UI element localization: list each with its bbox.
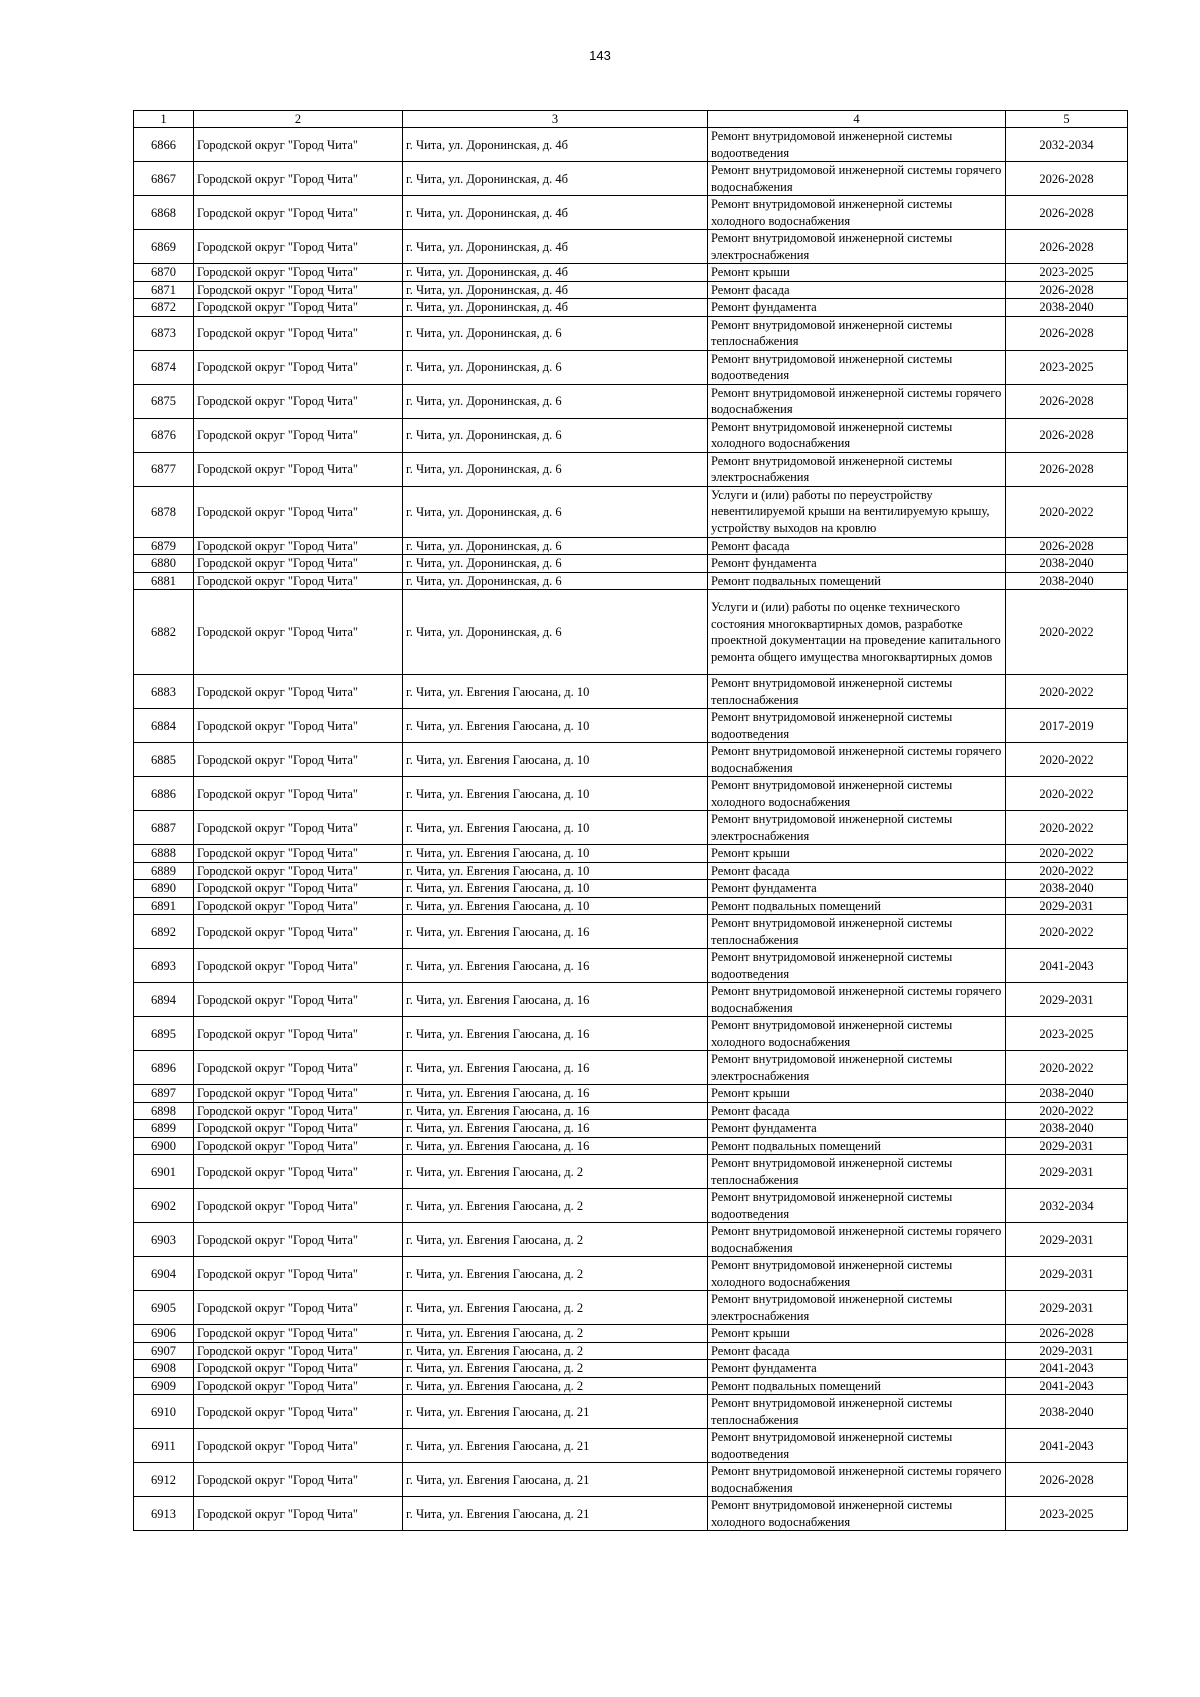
row-number-cell: 6887 — [134, 811, 194, 845]
work-type-cell: Ремонт внутридомовой инженерной системы горячего водоснабжения — [708, 743, 1006, 777]
period-cell: 2020-2022 — [1006, 486, 1128, 537]
address-cell: г. Чита, ул. Евгения Гаюсана, д. 16 — [403, 1051, 708, 1085]
municipality-cell: Городской округ "Город Чита" — [194, 1377, 403, 1395]
period-cell: 2026-2028 — [1006, 537, 1128, 555]
municipality-cell: Городской округ "Город Чита" — [194, 983, 403, 1017]
municipality-cell: Городской округ "Город Чита" — [194, 1051, 403, 1085]
row-number-cell: 6910 — [134, 1395, 194, 1429]
address-cell: г. Чита, ул. Евгения Гаюсана, д. 16 — [403, 1102, 708, 1120]
table-row — [134, 1137, 1128, 1155]
period-cell: 2026-2028 — [1006, 1463, 1128, 1497]
municipality-cell: Городской округ "Город Чита" — [194, 1137, 403, 1155]
municipality-cell: Городской округ "Город Чита" — [194, 162, 403, 196]
address-cell: г. Чита, ул. Евгения Гаюсана, д. 16 — [403, 1085, 708, 1103]
address-cell: г. Чита, ул. Евгения Гаюсана, д. 2 — [403, 1342, 708, 1360]
row-number-cell: 6908 — [134, 1360, 194, 1378]
address-cell: г. Чита, ул. Евгения Гаюсана, д. 10 — [403, 675, 708, 709]
table-row — [134, 1463, 1128, 1497]
address-cell: г. Чита, ул. Евгения Гаюсана, д. 10 — [403, 897, 708, 915]
row-number-cell: 6879 — [134, 537, 194, 555]
work-type-cell: Ремонт внутридомовой инженерной системы холодного водоснабжения — [708, 1257, 1006, 1291]
row-number-cell: 6889 — [134, 862, 194, 880]
work-type-cell: Ремонт внутридомовой инженерной системы холодного водоснабжения — [708, 1017, 1006, 1051]
work-type-cell: Ремонт фасада — [708, 281, 1006, 299]
table-row — [134, 1120, 1128, 1138]
table-row — [134, 264, 1128, 282]
work-type-cell: Ремонт внутридомовой инженерной системы теплоснабжения — [708, 316, 1006, 350]
row-number-cell: 6877 — [134, 452, 194, 486]
work-type-cell: Ремонт внутридомовой инженерной системы холодного водоснабжения — [708, 196, 1006, 230]
period-cell: 2017-2019 — [1006, 709, 1128, 743]
address-cell: г. Чита, ул. Доронинская, д. 6 — [403, 452, 708, 486]
table-row — [134, 1102, 1128, 1120]
municipality-cell: Городской округ "Город Чита" — [194, 1120, 403, 1138]
table-row — [134, 1377, 1128, 1395]
works-table — [133, 110, 1128, 1531]
work-type-cell: Ремонт подвальных помещений — [708, 572, 1006, 590]
address-cell: г. Чита, ул. Доронинская, д. 6 — [403, 486, 708, 537]
table-row — [134, 709, 1128, 743]
municipality-cell: Городской округ "Город Чита" — [194, 1017, 403, 1051]
address-cell: г. Чита, ул. Евгения Гаюсана, д. 10 — [403, 709, 708, 743]
work-type-cell: Ремонт фундамента — [708, 555, 1006, 573]
table-row — [134, 1051, 1128, 1085]
table-row — [134, 486, 1128, 537]
period-cell: 2026-2028 — [1006, 230, 1128, 264]
address-cell: г. Чита, ул. Евгения Гаюсана, д. 16 — [403, 983, 708, 1017]
address-cell: г. Чита, ул. Евгения Гаюсана, д. 16 — [403, 915, 708, 949]
municipality-cell: Городской округ "Город Чита" — [194, 1291, 403, 1325]
period-cell: 2038-2040 — [1006, 1395, 1128, 1429]
address-cell: г. Чита, ул. Доронинская, д. 4б — [403, 162, 708, 196]
period-cell: 2029-2031 — [1006, 1342, 1128, 1360]
address-cell: г. Чита, ул. Евгения Гаюсана, д. 10 — [403, 743, 708, 777]
row-number-cell: 6897 — [134, 1085, 194, 1103]
address-cell: г. Чита, ул. Евгения Гаюсана, д. 21 — [403, 1395, 708, 1429]
period-cell: 2026-2028 — [1006, 384, 1128, 418]
municipality-cell: Городской округ "Город Чита" — [194, 590, 403, 675]
row-number-cell: 6886 — [134, 777, 194, 811]
work-type-cell: Ремонт внутридомовой инженерной системы холодного водоснабжения — [708, 1497, 1006, 1531]
period-cell: 2029-2031 — [1006, 1137, 1128, 1155]
row-number-cell: 6901 — [134, 1155, 194, 1189]
row-number-cell: 6874 — [134, 350, 194, 384]
table-row — [134, 675, 1128, 709]
municipality-cell: Городской округ "Город Чита" — [194, 1497, 403, 1531]
table-row — [134, 983, 1128, 1017]
municipality-cell: Городской округ "Город Чита" — [194, 1102, 403, 1120]
work-type-cell: Ремонт крыши — [708, 264, 1006, 282]
address-cell: г. Чита, ул. Доронинская, д. 6 — [403, 572, 708, 590]
row-number-cell: 6885 — [134, 743, 194, 777]
work-type-cell: Ремонт подвальных помещений — [708, 1137, 1006, 1155]
table-row — [134, 1189, 1128, 1223]
work-type-cell: Ремонт внутридомовой инженерной системы электроснабжения — [708, 452, 1006, 486]
address-cell: г. Чита, ул. Доронинская, д. 6 — [403, 537, 708, 555]
table-header-row — [134, 111, 1128, 128]
municipality-cell: Городской округ "Город Чита" — [194, 555, 403, 573]
period-cell: 2038-2040 — [1006, 1085, 1128, 1103]
municipality-cell: Городской округ "Город Чита" — [194, 1395, 403, 1429]
row-number-cell: 6872 — [134, 299, 194, 317]
row-number-cell: 6884 — [134, 709, 194, 743]
row-number-cell: 6896 — [134, 1051, 194, 1085]
address-cell: г. Чита, ул. Доронинская, д. 6 — [403, 555, 708, 573]
period-cell: 2038-2040 — [1006, 299, 1128, 317]
page-number: 143 — [589, 48, 611, 63]
row-number-cell: 6906 — [134, 1325, 194, 1343]
table-row — [134, 1497, 1128, 1531]
address-cell: г. Чита, ул. Евгения Гаюсана, д. 2 — [403, 1257, 708, 1291]
municipality-cell: Городской округ "Город Чита" — [194, 1223, 403, 1257]
period-cell: 2029-2031 — [1006, 1155, 1128, 1189]
address-cell: г. Чита, ул. Доронинская, д. 6 — [403, 418, 708, 452]
address-cell: г. Чита, ул. Евгения Гаюсана, д. 2 — [403, 1189, 708, 1223]
work-type-cell: Ремонт внутридомовой инженерной системы электроснабжения — [708, 811, 1006, 845]
row-number-cell: 6883 — [134, 675, 194, 709]
municipality-cell: Городской округ "Город Чита" — [194, 230, 403, 264]
table-row — [134, 196, 1128, 230]
row-number-cell: 6871 — [134, 281, 194, 299]
address-cell: г. Чита, ул. Доронинская, д. 6 — [403, 316, 708, 350]
period-cell: 2026-2028 — [1006, 316, 1128, 350]
municipality-cell: Городской округ "Город Чита" — [194, 915, 403, 949]
row-number-cell: 6868 — [134, 196, 194, 230]
address-cell: г. Чита, ул. Евгения Гаюсана, д. 16 — [403, 1017, 708, 1051]
address-cell: г. Чита, ул. Евгения Гаюсана, д. 10 — [403, 811, 708, 845]
period-cell: 2029-2031 — [1006, 897, 1128, 915]
address-cell: г. Чита, ул. Евгения Гаюсана, д. 10 — [403, 880, 708, 898]
table-row — [134, 1257, 1128, 1291]
row-number-cell: 6912 — [134, 1463, 194, 1497]
municipality-cell: Городской округ "Город Чита" — [194, 1360, 403, 1378]
table-row — [134, 316, 1128, 350]
row-number-cell: 6891 — [134, 897, 194, 915]
table-row — [134, 1342, 1128, 1360]
work-type-cell: Ремонт внутридомовой инженерной системы холодного водоснабжения — [708, 418, 1006, 452]
period-cell: 2041-2043 — [1006, 1429, 1128, 1463]
table-row — [134, 537, 1128, 555]
period-cell: 2041-2043 — [1006, 949, 1128, 983]
work-type-cell: Ремонт внутридомовой инженерной системы водоотведения — [708, 1189, 1006, 1223]
table-row — [134, 128, 1128, 162]
table-row — [134, 1429, 1128, 1463]
period-cell: 2029-2031 — [1006, 983, 1128, 1017]
column-header: 4 — [708, 111, 1006, 128]
municipality-cell: Городской округ "Город Чита" — [194, 1342, 403, 1360]
municipality-cell: Городской округ "Город Чита" — [194, 316, 403, 350]
work-type-cell: Услуги и (или) работы по оценке технического состояния многоквартирных домов, разработке проектной документации на проведение капитального ремонта общего имущества многоквартирных домов — [708, 590, 1006, 675]
period-cell: 2029-2031 — [1006, 1257, 1128, 1291]
row-number-cell: 6904 — [134, 1257, 194, 1291]
work-type-cell: Ремонт внутридомовой инженерной системы горячего водоснабжения — [708, 1223, 1006, 1257]
work-type-cell: Ремонт фундамента — [708, 1360, 1006, 1378]
row-number-cell: 6911 — [134, 1429, 194, 1463]
period-cell: 2020-2022 — [1006, 862, 1128, 880]
row-number-cell: 6882 — [134, 590, 194, 675]
period-cell: 2020-2022 — [1006, 1051, 1128, 1085]
work-type-cell: Ремонт внутридомовой инженерной системы теплоснабжения — [708, 1395, 1006, 1429]
municipality-cell: Городской округ "Город Чита" — [194, 384, 403, 418]
period-cell: 2041-2043 — [1006, 1377, 1128, 1395]
work-type-cell: Ремонт внутридомовой инженерной системы холодного водоснабжения — [708, 777, 1006, 811]
municipality-cell: Городской округ "Город Чита" — [194, 1429, 403, 1463]
period-cell: 2026-2028 — [1006, 418, 1128, 452]
period-cell: 2023-2025 — [1006, 1017, 1128, 1051]
address-cell: г. Чита, ул. Доронинская, д. 4б — [403, 128, 708, 162]
table-row — [134, 590, 1128, 675]
table-row — [134, 572, 1128, 590]
municipality-cell: Городской округ "Город Чита" — [194, 572, 403, 590]
table-row — [134, 299, 1128, 317]
row-number-cell: 6890 — [134, 880, 194, 898]
table-row — [134, 949, 1128, 983]
municipality-cell: Городской округ "Город Чита" — [194, 281, 403, 299]
table-row — [134, 452, 1128, 486]
work-type-cell: Ремонт внутридомовой инженерной системы теплоснабжения — [708, 1155, 1006, 1189]
municipality-cell: Городской округ "Город Чита" — [194, 675, 403, 709]
period-cell: 2020-2022 — [1006, 845, 1128, 863]
municipality-cell: Городской округ "Город Чита" — [194, 1189, 403, 1223]
period-cell: 2026-2028 — [1006, 162, 1128, 196]
period-cell: 2026-2028 — [1006, 196, 1128, 230]
table-row — [134, 1291, 1128, 1325]
period-cell: 2038-2040 — [1006, 555, 1128, 573]
row-number-cell: 6870 — [134, 264, 194, 282]
work-type-cell: Ремонт внутридомовой инженерной системы горячего водоснабжения — [708, 983, 1006, 1017]
work-type-cell: Ремонт внутридомовой инженерной системы горячего водоснабжения — [708, 384, 1006, 418]
table-row — [134, 1223, 1128, 1257]
work-type-cell: Ремонт внутридомовой инженерной системы электроснабжения — [708, 1051, 1006, 1085]
work-type-cell: Ремонт внутридомовой инженерной системы горячего водоснабжения — [708, 162, 1006, 196]
row-number-cell: 6902 — [134, 1189, 194, 1223]
work-type-cell: Ремонт внутридомовой инженерной системы теплоснабжения — [708, 915, 1006, 949]
address-cell: г. Чита, ул. Евгения Гаюсана, д. 2 — [403, 1291, 708, 1325]
table-row — [134, 418, 1128, 452]
row-number-cell: 6873 — [134, 316, 194, 350]
municipality-cell: Городской округ "Город Чита" — [194, 418, 403, 452]
table-row — [134, 811, 1128, 845]
municipality-cell: Городской округ "Город Чита" — [194, 128, 403, 162]
period-cell: 2038-2040 — [1006, 572, 1128, 590]
address-cell: г. Чита, ул. Доронинская, д. 4б — [403, 264, 708, 282]
row-number-cell: 6913 — [134, 1497, 194, 1531]
row-number-cell: 6893 — [134, 949, 194, 983]
work-type-cell: Ремонт подвальных помещений — [708, 1377, 1006, 1395]
work-type-cell: Ремонт внутридомовой инженерной системы водоотведения — [708, 1429, 1006, 1463]
address-cell: г. Чита, ул. Евгения Гаюсана, д. 16 — [403, 1137, 708, 1155]
address-cell: г. Чита, ул. Евгения Гаюсана, д. 2 — [403, 1325, 708, 1343]
period-cell: 2032-2034 — [1006, 128, 1128, 162]
period-cell: 2023-2025 — [1006, 264, 1128, 282]
address-cell: г. Чита, ул. Евгения Гаюсана, д. 21 — [403, 1497, 708, 1531]
period-cell: 2020-2022 — [1006, 1102, 1128, 1120]
table-row — [134, 1017, 1128, 1051]
row-number-cell: 6892 — [134, 915, 194, 949]
municipality-cell: Городской округ "Город Чита" — [194, 1085, 403, 1103]
municipality-cell: Городской округ "Город Чита" — [194, 452, 403, 486]
municipality-cell: Городской округ "Город Чита" — [194, 897, 403, 915]
row-number-cell: 6907 — [134, 1342, 194, 1360]
municipality-cell: Городской округ "Город Чита" — [194, 1257, 403, 1291]
municipality-cell: Городской округ "Город Чита" — [194, 264, 403, 282]
table-row — [134, 915, 1128, 949]
work-type-cell: Ремонт фасада — [708, 1342, 1006, 1360]
municipality-cell: Городской округ "Город Чита" — [194, 1463, 403, 1497]
table-row — [134, 845, 1128, 863]
period-cell: 2041-2043 — [1006, 1360, 1128, 1378]
row-number-cell: 6899 — [134, 1120, 194, 1138]
address-cell: г. Чита, ул. Евгения Гаюсана, д. 10 — [403, 777, 708, 811]
period-cell: 2029-2031 — [1006, 1223, 1128, 1257]
table-row — [134, 1155, 1128, 1189]
period-cell: 2038-2040 — [1006, 1120, 1128, 1138]
period-cell: 2026-2028 — [1006, 452, 1128, 486]
period-cell: 2023-2025 — [1006, 1497, 1128, 1531]
address-cell: г. Чита, ул. Евгения Гаюсана, д. 2 — [403, 1155, 708, 1189]
municipality-cell: Городской округ "Город Чита" — [194, 537, 403, 555]
period-cell: 2020-2022 — [1006, 777, 1128, 811]
municipality-cell: Городской округ "Город Чита" — [194, 196, 403, 230]
column-header: 3 — [403, 111, 708, 128]
period-cell: 2038-2040 — [1006, 880, 1128, 898]
table-row — [134, 162, 1128, 196]
municipality-cell: Городской округ "Город Чита" — [194, 299, 403, 317]
period-cell: 2026-2028 — [1006, 281, 1128, 299]
municipality-cell: Городской округ "Город Чита" — [194, 777, 403, 811]
work-type-cell: Ремонт фундамента — [708, 1120, 1006, 1138]
table-row — [134, 1360, 1128, 1378]
row-number-cell: 6898 — [134, 1102, 194, 1120]
table-row — [134, 897, 1128, 915]
address-cell: г. Чита, ул. Евгения Гаюсана, д. 21 — [403, 1429, 708, 1463]
work-type-cell: Ремонт внутридомовой инженерной системы электроснабжения — [708, 230, 1006, 264]
row-number-cell: 6900 — [134, 1137, 194, 1155]
address-cell: г. Чита, ул. Евгения Гаюсана, д. 10 — [403, 862, 708, 880]
period-cell: 2029-2031 — [1006, 1291, 1128, 1325]
work-type-cell: Ремонт крыши — [708, 1085, 1006, 1103]
address-cell: г. Чита, ул. Доронинская, д. 4б — [403, 281, 708, 299]
row-number-cell: 6866 — [134, 128, 194, 162]
municipality-cell: Городской округ "Город Чита" — [194, 880, 403, 898]
row-number-cell: 6903 — [134, 1223, 194, 1257]
work-type-cell: Ремонт фундамента — [708, 880, 1006, 898]
work-type-cell: Ремонт внутридомовой инженерной системы горячего водоснабжения — [708, 1463, 1006, 1497]
row-number-cell: 6881 — [134, 572, 194, 590]
work-type-cell: Ремонт фундамента — [708, 299, 1006, 317]
table-row — [134, 777, 1128, 811]
row-number-cell: 6894 — [134, 983, 194, 1017]
work-type-cell: Ремонт внутридомовой инженерной системы теплоснабжения — [708, 675, 1006, 709]
municipality-cell: Городской округ "Город Чита" — [194, 486, 403, 537]
period-cell: 2020-2022 — [1006, 915, 1128, 949]
address-cell: г. Чита, ул. Доронинская, д. 6 — [403, 384, 708, 418]
municipality-cell: Городской округ "Город Чита" — [194, 949, 403, 983]
work-type-cell: Ремонт фасада — [708, 537, 1006, 555]
address-cell: г. Чита, ул. Доронинская, д. 4б — [403, 230, 708, 264]
municipality-cell: Городской округ "Город Чита" — [194, 1155, 403, 1189]
table-row — [134, 1325, 1128, 1343]
period-cell: 2026-2028 — [1006, 1325, 1128, 1343]
municipality-cell: Городской округ "Город Чита" — [194, 862, 403, 880]
table-row — [134, 281, 1128, 299]
column-header: 2 — [194, 111, 403, 128]
period-cell: 2020-2022 — [1006, 590, 1128, 675]
address-cell: г. Чита, ул. Доронинская, д. 6 — [403, 350, 708, 384]
work-type-cell: Ремонт крыши — [708, 1325, 1006, 1343]
address-cell: г. Чита, ул. Евгения Гаюсана, д. 21 — [403, 1463, 708, 1497]
table-row — [134, 743, 1128, 777]
period-cell: 2023-2025 — [1006, 350, 1128, 384]
row-number-cell: 6880 — [134, 555, 194, 573]
work-type-cell: Ремонт фасада — [708, 1102, 1006, 1120]
table-body — [134, 128, 1128, 1531]
row-number-cell: 6875 — [134, 384, 194, 418]
table-row — [134, 862, 1128, 880]
row-number-cell: 6909 — [134, 1377, 194, 1395]
row-number-cell: 6876 — [134, 418, 194, 452]
address-cell: г. Чита, ул. Доронинская, д. 4б — [403, 196, 708, 230]
municipality-cell: Городской округ "Город Чита" — [194, 811, 403, 845]
work-type-cell: Ремонт внутридомовой инженерной системы водоотведения — [708, 949, 1006, 983]
row-number-cell: 6867 — [134, 162, 194, 196]
work-type-cell: Ремонт внутридомовой инженерной системы электроснабжения — [708, 1291, 1006, 1325]
work-type-cell: Ремонт крыши — [708, 845, 1006, 863]
address-cell: г. Чита, ул. Евгения Гаюсана, д. 10 — [403, 845, 708, 863]
municipality-cell: Городской округ "Город Чита" — [194, 743, 403, 777]
period-cell: 2020-2022 — [1006, 675, 1128, 709]
work-type-cell: Ремонт подвальных помещений — [708, 897, 1006, 915]
table-row — [134, 880, 1128, 898]
address-cell: г. Чита, ул. Доронинская, д. 6 — [403, 590, 708, 675]
address-cell: г. Чита, ул. Евгения Гаюсана, д. 16 — [403, 949, 708, 983]
table-row — [134, 350, 1128, 384]
address-cell: г. Чита, ул. Евгения Гаюсана, д. 2 — [403, 1377, 708, 1395]
address-cell: г. Чита, ул. Евгения Гаюсана, д. 2 — [403, 1223, 708, 1257]
table-row — [134, 555, 1128, 573]
municipality-cell: Городской округ "Город Чита" — [194, 350, 403, 384]
table-row — [134, 384, 1128, 418]
period-cell: 2020-2022 — [1006, 811, 1128, 845]
table-row — [134, 1395, 1128, 1429]
column-header: 5 — [1006, 111, 1128, 128]
address-cell: г. Чита, ул. Евгения Гаюсана, д. 2 — [403, 1360, 708, 1378]
period-cell: 2032-2034 — [1006, 1189, 1128, 1223]
address-cell: г. Чита, ул. Доронинская, д. 4б — [403, 299, 708, 317]
work-type-cell: Ремонт фасада — [708, 862, 1006, 880]
column-header: 1 — [134, 111, 194, 128]
work-type-cell: Ремонт внутридомовой инженерной системы водоотведения — [708, 350, 1006, 384]
municipality-cell: Городской округ "Город Чита" — [194, 1325, 403, 1343]
row-number-cell: 6878 — [134, 486, 194, 537]
municipality-cell: Городской округ "Город Чита" — [194, 845, 403, 863]
table-row — [134, 230, 1128, 264]
row-number-cell: 6888 — [134, 845, 194, 863]
municipality-cell: Городской округ "Город Чита" — [194, 709, 403, 743]
address-cell: г. Чита, ул. Евгения Гаюсана, д. 16 — [403, 1120, 708, 1138]
work-type-cell: Ремонт внутридомовой инженерной системы водоотведения — [708, 128, 1006, 162]
row-number-cell: 6905 — [134, 1291, 194, 1325]
row-number-cell: 6869 — [134, 230, 194, 264]
row-number-cell: 6895 — [134, 1017, 194, 1051]
period-cell: 2020-2022 — [1006, 743, 1128, 777]
table-row — [134, 1085, 1128, 1103]
work-type-cell: Ремонт внутридомовой инженерной системы водоотведения — [708, 709, 1006, 743]
work-type-cell: Услуги и (или) работы по переустройству невентилируемой крыши на вентилируемую крышу, устройству выходов на кровлю — [708, 486, 1006, 537]
